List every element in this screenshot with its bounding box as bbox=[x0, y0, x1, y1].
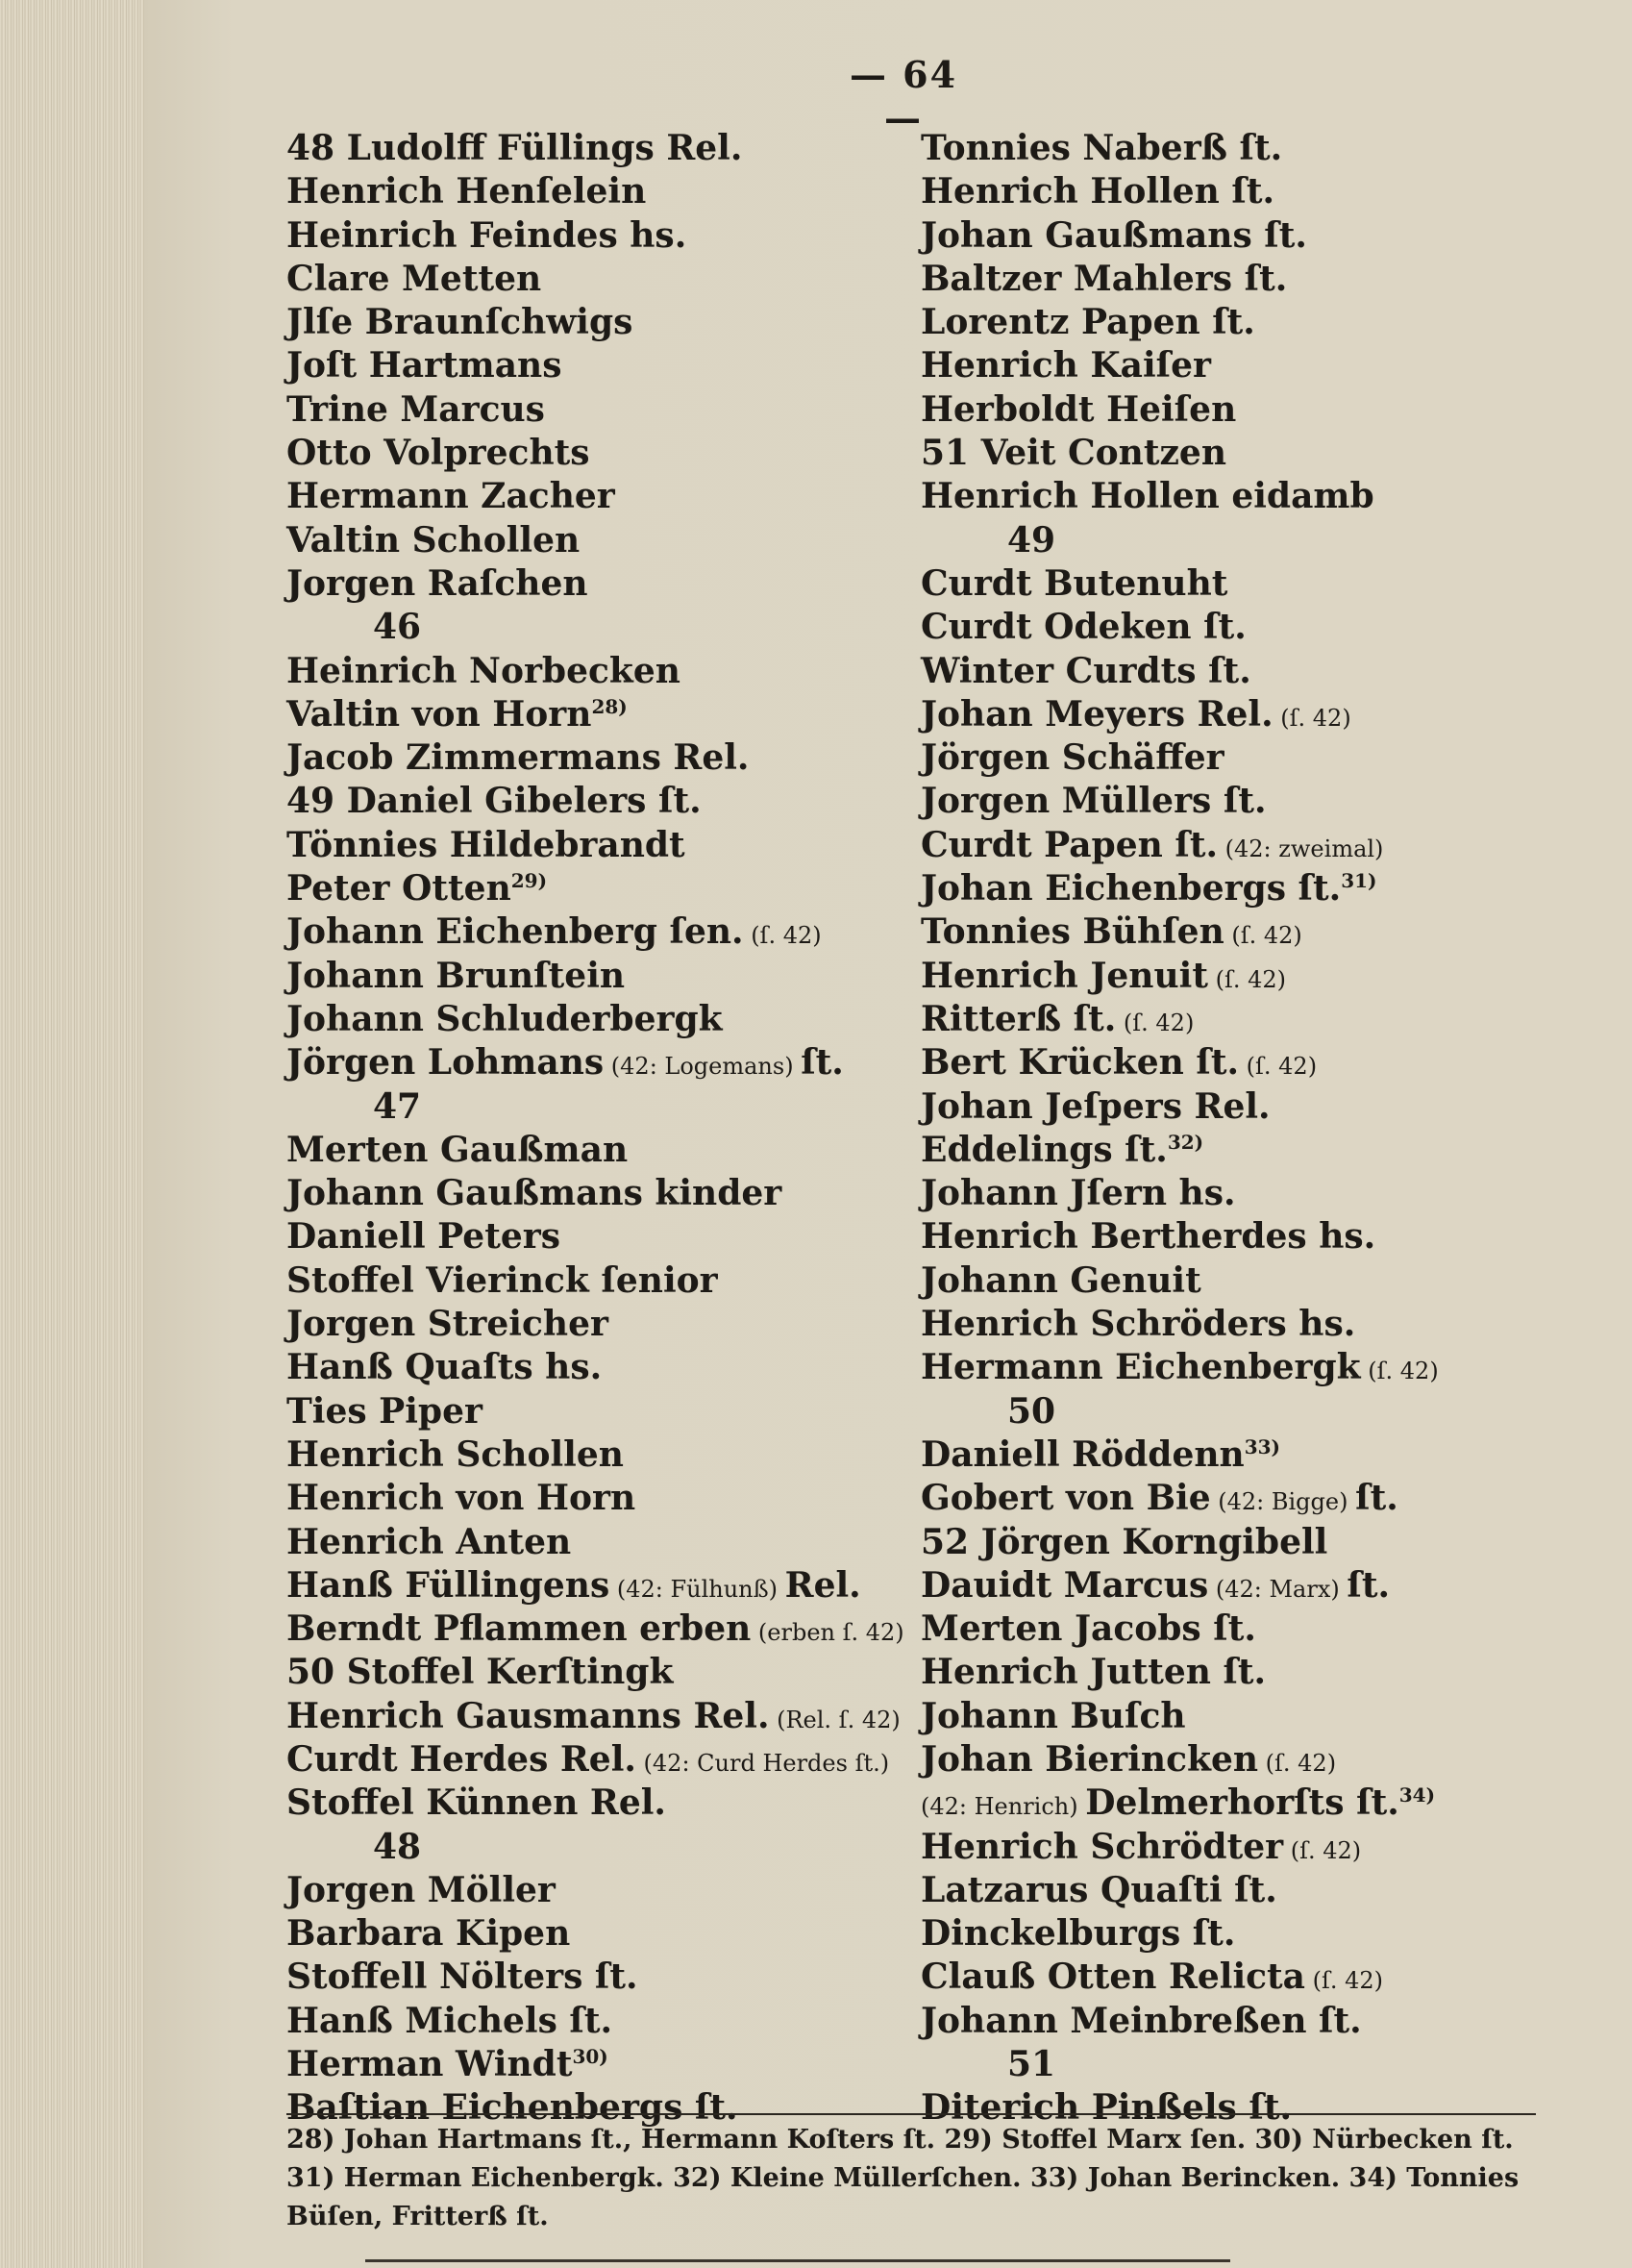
register-entry bbox=[286, 475, 902, 518]
entry-text: Barbara Kipen bbox=[286, 1913, 571, 1955]
register-entry bbox=[286, 301, 902, 344]
entry-note: (42: Bigge) bbox=[1210, 1488, 1356, 1516]
register-entry bbox=[286, 1869, 902, 1912]
entry-text: 51 bbox=[1007, 2044, 1056, 2085]
entry-text: 48 bbox=[373, 1826, 422, 1867]
register-entry bbox=[286, 519, 902, 562]
entry-text: 51 Veit Contzen bbox=[921, 433, 1226, 474]
register-entry bbox=[921, 606, 1517, 649]
register-entry bbox=[921, 2000, 1517, 2043]
entry-text: Henrich Henſelein bbox=[286, 171, 647, 212]
entry-text: Joſt Hartmans bbox=[286, 345, 562, 386]
entry-text: 46 bbox=[373, 607, 422, 648]
footnote-ref: 34) bbox=[1398, 1783, 1436, 1807]
entry-text: 47 bbox=[373, 1085, 422, 1127]
footnote-line: Büſen, Fritterß ſt. bbox=[286, 2202, 549, 2231]
entry-note: (ſ. 42) bbox=[1283, 1836, 1362, 1864]
register-entry bbox=[921, 910, 1517, 954]
register-entry bbox=[921, 955, 1517, 998]
entry-text: Winter Curdts ſt. bbox=[921, 650, 1251, 691]
entry-note: (ſ. 42) bbox=[1305, 1967, 1384, 1995]
register-entry bbox=[921, 1912, 1517, 1956]
page-number: — 64 — bbox=[849, 53, 958, 139]
entry-text: Berndt Pflammen erben bbox=[286, 1608, 752, 1650]
entry-text: Hanß Michels ſt. bbox=[286, 2000, 613, 2041]
entry-note: (42: Fülhunß) bbox=[609, 1575, 785, 1603]
entry-text: Jörgen Schäffer bbox=[921, 737, 1224, 779]
register-entry bbox=[921, 1433, 1517, 1477]
register-entry bbox=[921, 1477, 1517, 1520]
register-entry bbox=[921, 1869, 1517, 1912]
register-entry bbox=[286, 1608, 902, 1651]
entry-text: Clare Metten bbox=[286, 258, 542, 299]
register-entry bbox=[921, 1346, 1517, 1389]
register-entry bbox=[286, 1695, 902, 1738]
entry-text: Stoffel Vierinck ſenior bbox=[286, 1259, 718, 1301]
footnote-ref: 29) bbox=[510, 869, 548, 893]
entry-text: Hermann Zacher bbox=[286, 476, 615, 517]
entry-text: Tönnies Hildebrandt bbox=[286, 824, 685, 865]
entry-text: Baltzer Mahlers ſt. bbox=[921, 258, 1288, 299]
entry-text: Curdt Herdes Rel. bbox=[286, 1738, 636, 1780]
register-entry bbox=[286, 1390, 902, 1433]
entry-text: Curdt Odeken ſt. bbox=[921, 607, 1247, 648]
entry-text: Henrich Hollen eidamb bbox=[921, 476, 1374, 517]
entry-text: Jorgen Streicher bbox=[286, 1304, 608, 1345]
entry-text: Johann Schluderbergk bbox=[286, 998, 723, 1039]
entry-note: (ſ. 42) bbox=[1116, 1009, 1195, 1036]
register-entry bbox=[921, 258, 1517, 301]
register-entry bbox=[286, 1521, 902, 1564]
entry-text: Henrich Jutten ſt. bbox=[921, 1652, 1267, 1693]
entry-text: Henrich Anten bbox=[286, 1521, 572, 1562]
register-entry bbox=[286, 998, 902, 1041]
entry-text: Lorentz Papen ſt. bbox=[921, 302, 1255, 343]
entry-text: Jorgen Müllers ſt. bbox=[921, 781, 1267, 822]
entry-text: 52 Jörgen Korngibell bbox=[921, 1521, 1328, 1562]
entry-text: Eddelings ſt. bbox=[921, 1129, 1168, 1170]
entry-text: Jacob Zimmermans Rel. bbox=[286, 737, 750, 779]
register-entry bbox=[921, 214, 1517, 258]
entry-text: Daniell Peters bbox=[286, 1216, 560, 1258]
entry-text: Bert Krücken ſt. bbox=[921, 1042, 1240, 1084]
register-entry bbox=[921, 1085, 1517, 1129]
entry-text: Clauß Otten Relicta bbox=[921, 1956, 1305, 1998]
entry-text: Johann Buſch bbox=[921, 1695, 1186, 1736]
register-entry bbox=[286, 1129, 902, 1172]
entry-text: Otto Volprechts bbox=[286, 433, 590, 474]
footnote-ref: 28) bbox=[591, 694, 628, 718]
entry-text: Delmerhorſts ſt. bbox=[1085, 1782, 1399, 1824]
entry-text: Johann Gaußmans kinder bbox=[286, 1173, 782, 1214]
register-entry bbox=[921, 475, 1517, 518]
entry-text: Stoffell Nölters ſt. bbox=[286, 1956, 638, 1998]
entry-text: Daniell Röddenn bbox=[921, 1433, 1245, 1475]
register-entry bbox=[286, 214, 902, 258]
entry-suffix: ſt. bbox=[1347, 1564, 1391, 1606]
entry-text: Henrich Schröders hs. bbox=[921, 1304, 1356, 1345]
entry-text: Curdt Butenuht bbox=[921, 562, 1228, 604]
register-entry bbox=[286, 1782, 902, 1825]
entry-note: (ſ. 42) bbox=[1224, 922, 1302, 950]
register-entry bbox=[286, 432, 902, 475]
entry-note: (ſ. 42) bbox=[1207, 965, 1286, 993]
register-entry bbox=[921, 1564, 1517, 1608]
register-entry bbox=[921, 1172, 1517, 1215]
entry-text: 50 Stoffel Kerſtingk bbox=[286, 1652, 674, 1693]
register-entry bbox=[921, 388, 1517, 432]
entry-note: (erben ſ. 42) bbox=[751, 1619, 904, 1647]
footnote-ref: 30) bbox=[572, 2045, 608, 2069]
register-entry bbox=[286, 780, 902, 823]
entry-text: Jorgen Möller bbox=[286, 1869, 556, 1910]
register-entry bbox=[286, 1651, 902, 1694]
register-entry bbox=[921, 1782, 1517, 1825]
register-entry bbox=[921, 562, 1517, 606]
entry-text: Johan Bierincken bbox=[921, 1738, 1259, 1780]
footnote-ref: 32) bbox=[1167, 1130, 1204, 1154]
entry-text: Tonnies Bühſen bbox=[921, 911, 1224, 953]
register-entry bbox=[921, 867, 1517, 910]
footnotes bbox=[286, 2113, 1536, 2236]
entry-note: (Rel. ſ. 42) bbox=[769, 1706, 901, 1733]
entry-note: (ſ. 42) bbox=[1239, 1053, 1318, 1081]
footnote-ref: 31) bbox=[1341, 869, 1377, 893]
register-entry bbox=[921, 1956, 1517, 1999]
register-entry bbox=[921, 127, 1517, 170]
entry-text: Heinrich Norbecken bbox=[286, 650, 680, 691]
register-entry bbox=[921, 1129, 1517, 1172]
entry-text: 49 Daniel Gibelers ſt. bbox=[286, 781, 702, 822]
register-entry bbox=[921, 1521, 1517, 1564]
register-entry bbox=[286, 736, 902, 780]
register-entry bbox=[286, 824, 902, 867]
entry-text: Herboldt Heiſen bbox=[921, 388, 1237, 430]
register-entry bbox=[286, 1259, 902, 1303]
entry-suffix: ſt. bbox=[801, 1042, 844, 1084]
register-entry bbox=[286, 1303, 902, 1346]
entry-note: (ſ. 42) bbox=[1258, 1749, 1337, 1777]
register-entry bbox=[921, 998, 1517, 1041]
register-entry bbox=[921, 1651, 1517, 1694]
entry-suffix: Rel. bbox=[784, 1564, 861, 1606]
register-entry bbox=[286, 1956, 902, 1999]
register-entry bbox=[921, 170, 1517, 213]
entry-text: Henrich Schollen bbox=[286, 1433, 624, 1475]
register-entry bbox=[286, 1477, 902, 1520]
entry-text: Henrich Jenuit bbox=[921, 955, 1208, 996]
entry-text: Peter Otten bbox=[286, 868, 511, 910]
entry-text: Dauidt Marcus bbox=[921, 1564, 1209, 1606]
register-entry bbox=[921, 736, 1517, 780]
register-entry bbox=[921, 344, 1517, 387]
register-entry bbox=[286, 955, 902, 998]
entry-note: (42: zweimal) bbox=[1218, 835, 1384, 862]
entry-text: Baſtian Eichenbergs ſt. bbox=[286, 2087, 738, 2129]
section-number bbox=[286, 1826, 902, 1869]
entry-text: Henrich von Horn bbox=[286, 1478, 636, 1519]
bottom-rule bbox=[365, 2259, 1230, 2262]
entry-text: Curdt Papen ſt. bbox=[921, 824, 1218, 865]
footnote-line: 31) Herman Eichenbergk. 32) Kleine Müllerſchen. 33) Johan Berincken. 34) Tonnies bbox=[286, 2163, 1520, 2193]
entry-text: Merten Gaußman bbox=[286, 1129, 629, 1170]
entry-note: (ſ. 42) bbox=[1360, 1358, 1439, 1385]
section-number bbox=[286, 606, 902, 649]
entry-note: (ſ. 42) bbox=[743, 922, 822, 950]
entry-text: Jlſe Braunſchwigs bbox=[286, 302, 633, 343]
entry-text: Henrich Kaiſer bbox=[921, 345, 1212, 386]
register-entry bbox=[921, 301, 1517, 344]
entry-text: Jörgen Lohmans bbox=[286, 1042, 605, 1084]
entry-text: Stoffel Künnen Rel. bbox=[286, 1782, 666, 1824]
register-entry bbox=[286, 562, 902, 606]
entry-text: Hanß Quaſts hs. bbox=[286, 1347, 603, 1388]
entry-text: Johan Meyers Rel. bbox=[921, 693, 1273, 735]
section-number bbox=[921, 1390, 1517, 1433]
register-entry bbox=[286, 1912, 902, 1956]
entry-text: Henrich Schrödter bbox=[921, 1826, 1284, 1867]
entry-note: (42: Logemans) bbox=[604, 1053, 802, 1081]
register-entry bbox=[921, 1738, 1517, 1782]
register-entry bbox=[921, 1041, 1517, 1084]
entry-note: (42: Marx) bbox=[1208, 1575, 1348, 1603]
entry-text: 50 bbox=[1007, 1390, 1056, 1432]
entry-text: Dinckelburgs ſt. bbox=[921, 1913, 1236, 1955]
register-entry bbox=[286, 258, 902, 301]
entry-text: Johann Jſern hs. bbox=[921, 1173, 1236, 1214]
register-entry bbox=[286, 1215, 902, 1259]
footnote-ref: 33) bbox=[1244, 1434, 1281, 1458]
register-entry bbox=[286, 344, 902, 387]
register-entry bbox=[921, 1608, 1517, 1651]
entry-text: Trine Marcus bbox=[286, 388, 545, 430]
register-entry bbox=[286, 2000, 902, 2043]
register-entry bbox=[286, 910, 902, 954]
entry-text: Johann Meinbreßen ſt. bbox=[921, 2000, 1362, 2041]
register-entry bbox=[286, 2043, 902, 2086]
register-entry bbox=[921, 432, 1517, 475]
register-entry bbox=[921, 1826, 1517, 1869]
register-entry bbox=[286, 650, 902, 693]
entry-text: Johan Eichenbergs ſt. bbox=[921, 868, 1342, 910]
entry-text: Henrich Hollen ſt. bbox=[921, 171, 1274, 212]
register-entry bbox=[286, 867, 902, 910]
section-number bbox=[921, 519, 1517, 562]
entry-text: Hanß Füllingens bbox=[286, 1564, 610, 1606]
register-entry bbox=[921, 1259, 1517, 1303]
entry-text: Johann Eichenberg ſen. bbox=[286, 911, 744, 953]
entry-note: (42: Curd Herdes ſt.) bbox=[635, 1749, 890, 1777]
entry-text: 48 Ludolff Füllings Rel. bbox=[286, 128, 743, 168]
entry-text: Henrich Bertherdes hs. bbox=[921, 1216, 1376, 1258]
entry-suffix: ſt. bbox=[1355, 1478, 1398, 1519]
entry-note: (ſ. 42) bbox=[1273, 704, 1351, 732]
entry-text: Herman Windt bbox=[286, 2044, 573, 2085]
right-column bbox=[921, 127, 1517, 2131]
register-entry bbox=[286, 127, 902, 170]
register-entry bbox=[921, 1303, 1517, 1346]
register-entry bbox=[921, 1695, 1517, 1738]
entry-note: (42: Henrich) bbox=[921, 1793, 1086, 1821]
entry-text: Tonnies Naberß ſt. bbox=[921, 128, 1283, 168]
entry-text: Valtin von Horn bbox=[286, 693, 592, 735]
register-entry bbox=[286, 1738, 902, 1782]
entry-text: Heinrich Feindes hs. bbox=[286, 214, 687, 256]
entry-text: Latzarus Quaſti ſt. bbox=[921, 1869, 1277, 1910]
register-entry bbox=[286, 1346, 902, 1389]
book-page-edges bbox=[0, 0, 147, 2268]
left-column bbox=[286, 127, 902, 2131]
entry-text: Diterich Pinßels ſt. bbox=[921, 2087, 1292, 2129]
entry-text: Jorgen Raſchen bbox=[286, 562, 588, 604]
register-entry bbox=[286, 170, 902, 213]
entry-text: Johann Genuit bbox=[921, 1259, 1201, 1301]
register-entry bbox=[286, 1564, 902, 1608]
entry-text: Hermann Eichenbergk bbox=[921, 1347, 1361, 1388]
footnote-line: 28) Johan Hartmans ſt., Hermann Koſters ſt. 29) Stoffel Marx ſen. 30) Nürbecken ſt. bbox=[286, 2125, 1514, 2155]
register-entry bbox=[286, 1433, 902, 1477]
entry-text: Johan Gaußmans ſt. bbox=[921, 214, 1307, 256]
entry-text: Ritterß ſt. bbox=[921, 998, 1117, 1039]
register-entry bbox=[921, 1215, 1517, 1259]
register-entry bbox=[921, 650, 1517, 693]
register-entry bbox=[286, 388, 902, 432]
entry-text: Ties Piper bbox=[286, 1390, 482, 1432]
register-entry bbox=[921, 824, 1517, 867]
entry-text: 49 bbox=[1007, 519, 1056, 561]
section-number bbox=[921, 2043, 1517, 2086]
entry-text: Merten Jacobs ſt. bbox=[921, 1608, 1256, 1650]
entry-text: Henrich Gausmanns Rel. bbox=[286, 1695, 770, 1736]
section-number bbox=[286, 1085, 902, 1129]
entry-text: Johann Brunſtein bbox=[286, 955, 626, 996]
register-entry bbox=[286, 1041, 902, 1084]
register-entry bbox=[921, 693, 1517, 736]
entry-text: Gobert von Bie bbox=[921, 1478, 1211, 1519]
register-entry bbox=[286, 1172, 902, 1215]
entry-text: Johan Jeſpers Rel. bbox=[921, 1085, 1271, 1127]
entry-text: Valtin Schollen bbox=[286, 519, 581, 561]
register-entry bbox=[921, 780, 1517, 823]
register-entry bbox=[286, 693, 902, 736]
